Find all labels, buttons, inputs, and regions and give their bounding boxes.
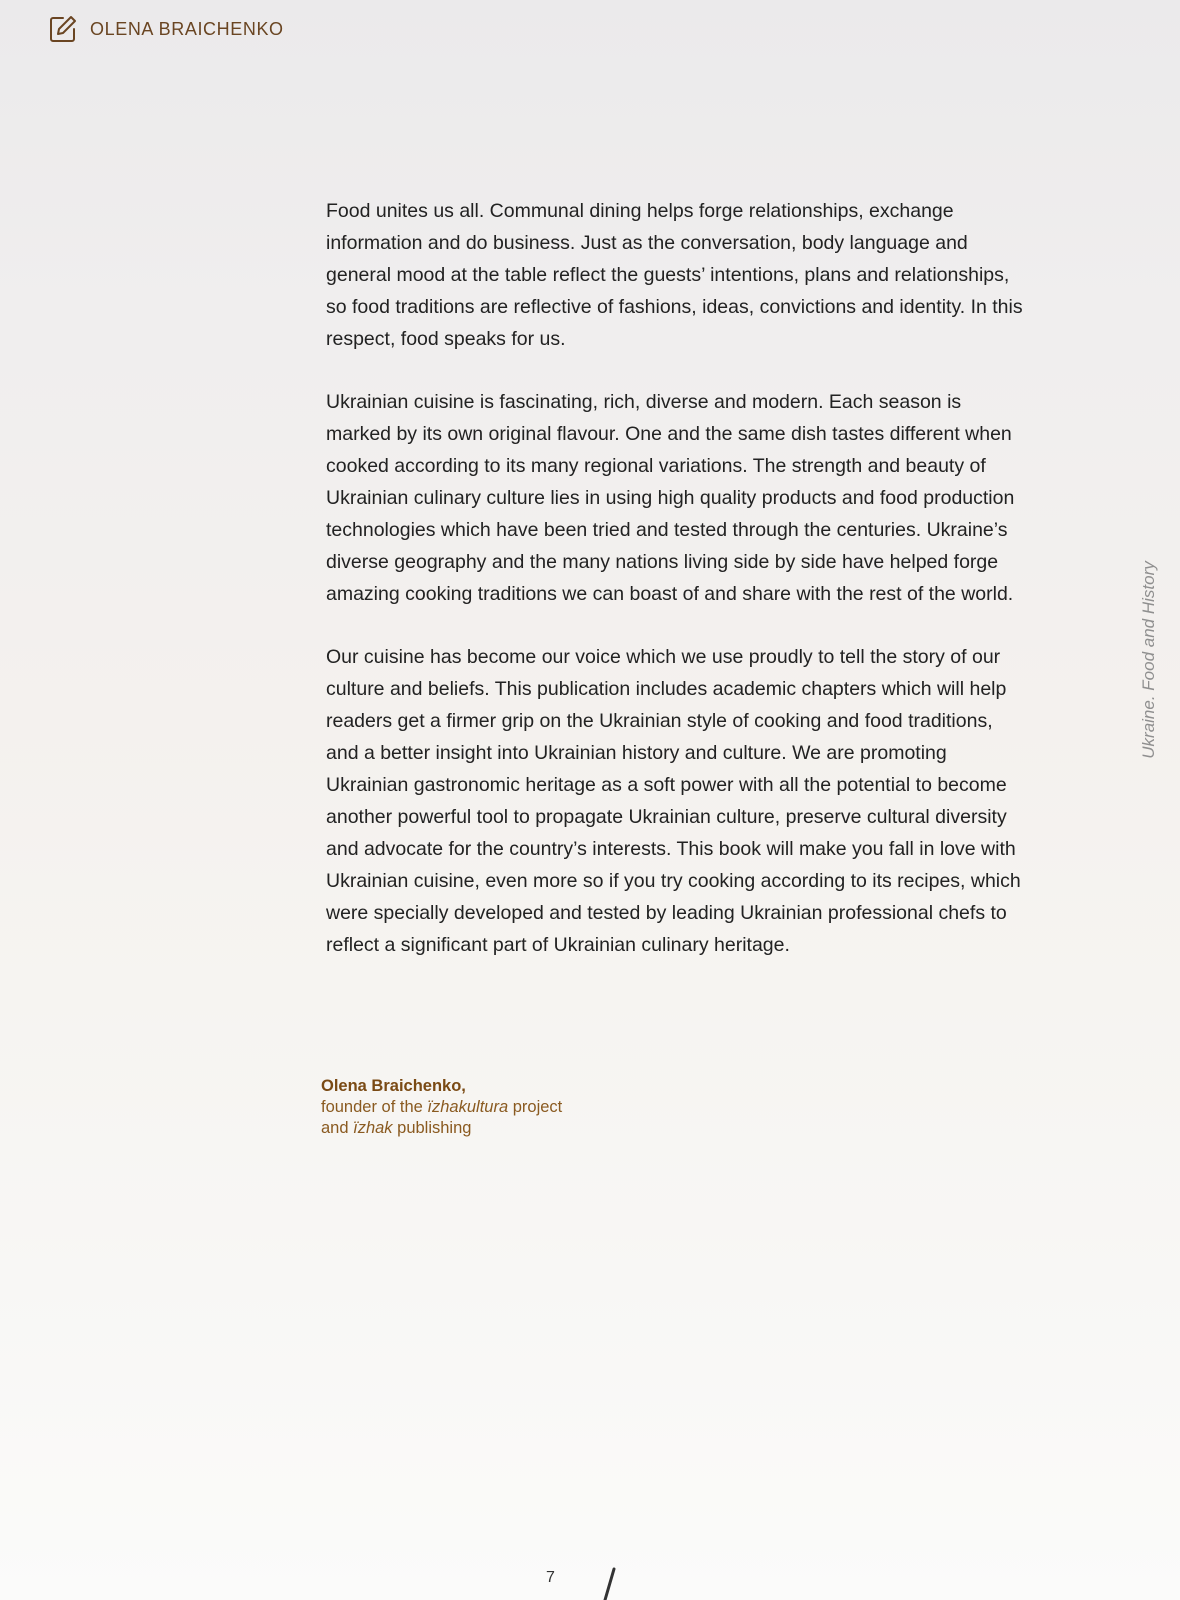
signature-name: Olena Braichenko, [321, 1077, 466, 1095]
page-number: 7 [546, 1569, 555, 1586]
role-text: founder of the [321, 1098, 428, 1116]
paragraph-1: Food unites us all. Communal dining helps forge relationships, exchange information and do business. Just as the conversation, body language and general mood at the table reflect the guests’ intentions, plans and relationships, so food traditions are reflective of fashions, ideas, convictions and identity. In this respect, food speaks for us. [326, 200, 1023, 350]
page-header [48, 14, 284, 44]
signature-block [321, 1076, 562, 1139]
role-text-suffix: project [508, 1098, 563, 1116]
paragraph-2: Ukrainian cuisine is fascinating, rich, diverse and modern. Each season is marked by its own original flavour. One and the same dish tastes different when cooked according to its many regional variations. The strength and beauty of Ukrainian culinary culture lies in using high quality products and food production technologies which have been tried and tested through the centuries. Ukraine’s diverse geography and the many nations living side by side have helped forge amazing cooking traditions we can boast of and share with the rest of the world. [326, 391, 1015, 605]
signature-role-line-1 [321, 1097, 562, 1118]
book-title-side-label: Ukraine. Food and History [1139, 561, 1158, 759]
publisher-name: ïzhak [353, 1119, 393, 1137]
project-name: ïzhakultura [427, 1098, 509, 1116]
author-name-header: OLENA BRAICHENKO [90, 18, 284, 39]
paragraph-3: Our cuisine has become our voice which we use proudly to tell the story of our culture and beliefs. This publication includes academic chapters which will help readers get a firmer grip on the Ukrainian style of cooking and food traditions, and a better insight into Ukrainian history and culture. We are promoting Ukrainian gastronomic heritage as a soft power with all the potential to become another powerful tool to propagate Ukrainian culture, preserve cultural diversity and advocate for the country’s interests. This book will make you fall in love with Ukrainian cuisine, even more so if you try cooking according to its recipes, which were specially developed and tested by leading Ukrainian professional chefs to reflect a significant part of Ukrainian culinary heritage. [326, 646, 1021, 956]
foreword-body [326, 195, 1026, 992]
slash-decoration [600, 1567, 620, 1600]
role-text-suffix: publishing [392, 1119, 472, 1137]
signature-role-line-2 [321, 1118, 562, 1139]
edit-icon [48, 14, 78, 44]
role-text: and [321, 1119, 354, 1137]
